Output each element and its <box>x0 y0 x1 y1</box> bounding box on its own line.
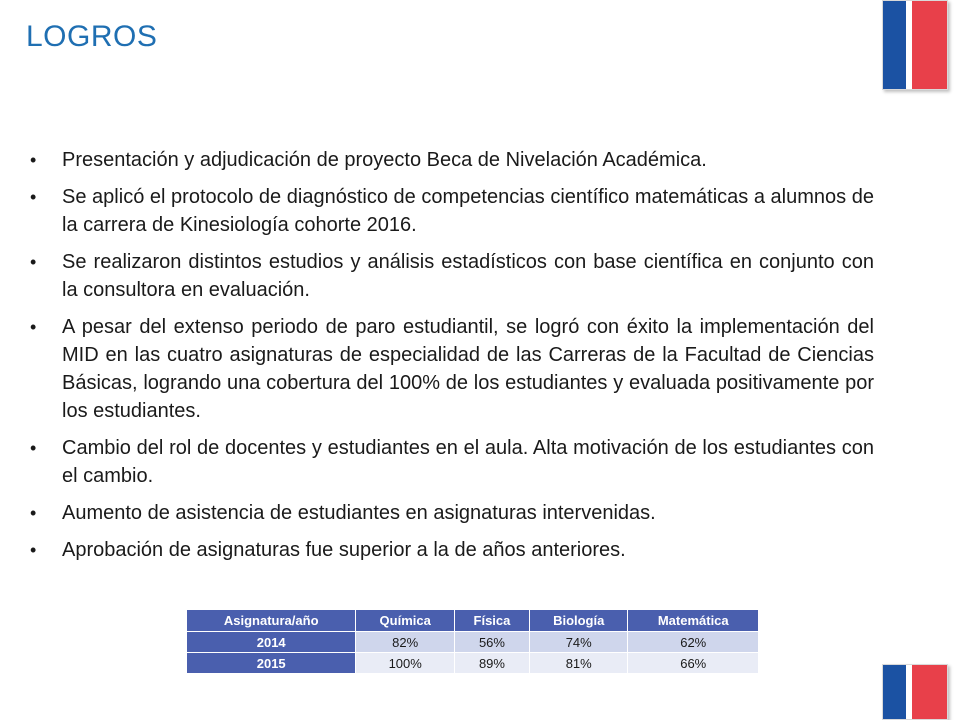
bullet-icon: • <box>30 150 37 170</box>
table-cell: 66% <box>628 653 759 674</box>
table-cell: 56% <box>454 632 529 653</box>
table-row <box>187 632 759 653</box>
bullet-text: Cambio del rol de docentes y estudiantes en el aula. Alta motivación de los estudiantes con el cambio. <box>62 437 874 487</box>
bullet-text: Aprobación de asignaturas fue superior a la de años anteriores. <box>62 539 626 561</box>
bullet-text: Se aplicó el protocolo de diagnóstico de competencias científico matemáticas a alumnos de la carrera de Kinesiología cohorte 2016. <box>62 186 874 236</box>
list-item <box>26 183 874 239</box>
table-cell: 62% <box>628 632 759 653</box>
list-item <box>26 248 874 304</box>
table-cell: 81% <box>529 653 628 674</box>
column-header: Física <box>454 610 529 632</box>
bullet-icon: • <box>30 187 37 207</box>
chile-flag-icon <box>882 0 948 90</box>
list-item <box>26 146 874 174</box>
list-item <box>26 536 874 564</box>
list-item <box>26 313 874 425</box>
bullet-text: Aumento de asistencia de estudiantes en asignaturas intervenidas. <box>62 502 656 524</box>
table-header-row <box>187 610 759 632</box>
bullet-icon: • <box>30 317 37 337</box>
bullet-text: A pesar del extenso periodo de paro estudiantil, se logró con éxito la implementación del MID en las cuatro asignaturas de especialidad de las Carreras de la Facultad de Ciencias Básicas, logrando una cobertura del 100% de los estudiantes y evaluada positivamente por los estudiantes. <box>62 316 874 422</box>
table-cell: 100% <box>356 653 455 674</box>
table-row <box>187 653 759 674</box>
column-header: Química <box>356 610 455 632</box>
column-header: Biología <box>529 610 628 632</box>
bullet-text: Se realizaron distintos estudios y análisis estadísticos con base científica en conjunto con la consultora en evaluación. <box>62 251 874 301</box>
bullet-icon: • <box>30 503 37 523</box>
bullet-icon: • <box>30 540 37 560</box>
table-cell: 89% <box>454 653 529 674</box>
bullet-icon: • <box>30 438 37 458</box>
row-year: 2014 <box>187 632 356 653</box>
column-header: Asignatura/año <box>187 610 356 632</box>
column-header: Matemática <box>628 610 759 632</box>
approval-table <box>186 609 759 674</box>
bullet-icon: • <box>30 252 37 272</box>
row-year: 2015 <box>187 653 356 674</box>
list-item <box>26 434 874 490</box>
list-item <box>26 499 874 527</box>
bullet-text: Presentación y adjudicación de proyecto Beca de Nivelación Académica. <box>62 149 707 171</box>
chile-flag-icon <box>882 664 948 720</box>
slide-title: LOGROS <box>26 20 158 53</box>
table-cell: 82% <box>356 632 455 653</box>
table-cell: 74% <box>529 632 628 653</box>
achievements-list <box>26 146 874 573</box>
